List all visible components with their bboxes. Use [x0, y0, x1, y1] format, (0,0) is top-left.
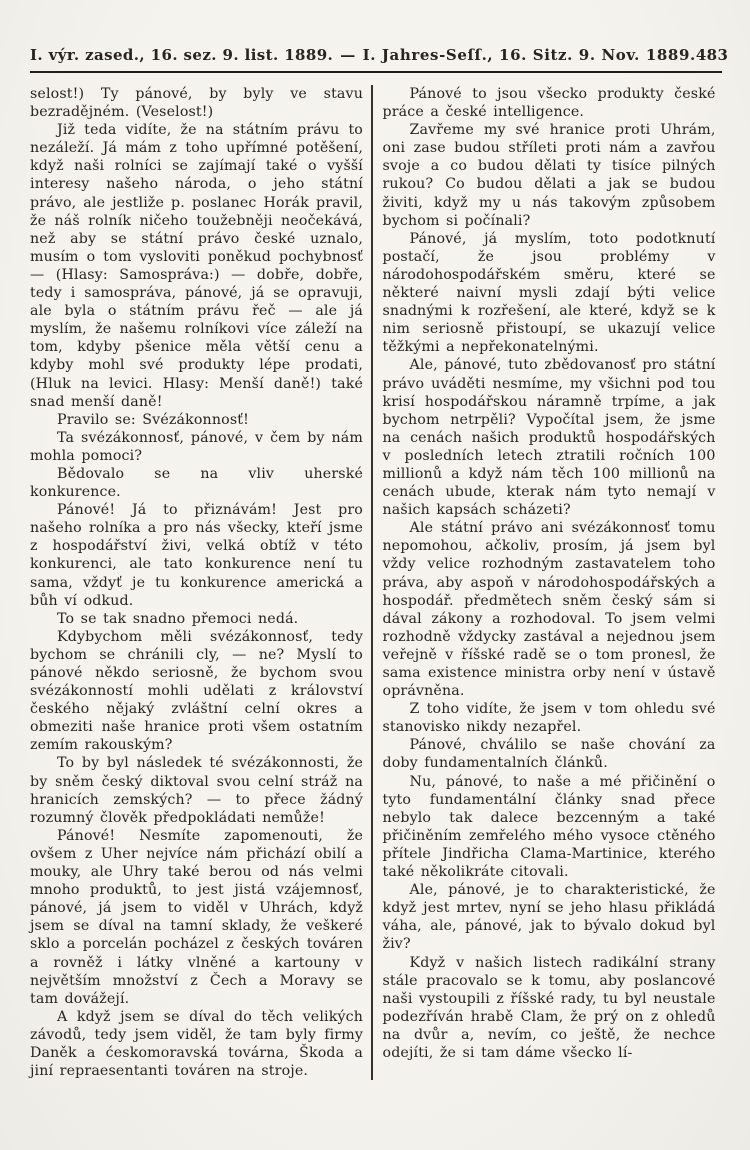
paragraph: selost!) Ty pánové, by byly ve stavu bezradějném. (Veselost!) [30, 86, 363, 121]
paragraph: Již teda vidíte, že na státním právu to nezáleží. Já mám z toho upřímné potěšení, když naši rolníci se zajímají také o vyšší interesy našeho národa, o jeho státní právo, ale jestliže p. poslanec Horák pravil, že náš rolník ničeho toužebněji neočekává, než aby se státní právo české uznalo, musím o tom vysloviti poněkud pochybnosť — (Hlasy: Samospráva:) — dobře, dobře, tedy i samospráva, pánové, já se opravuji, ale byla o státním právu řeč — ale já myslím, že našemu rolníkovi více záleží na tom, kdyby pšenice měla větší cenu a kdyby mohl své produkty lépe prodati, (Hluk na levici. Hlasy: Menší daně!) také snad menší daně! [30, 122, 363, 410]
paragraph: Pánové! Já to přiznávám! Jest pro našeho rolníka a pro nás všecky, kteří jsme z hospodářství živi, velká obtíž v této konkurenci, ale tato konkurence není tu sama, vždyť je tu konkurence americká a bůh ví odkud. [30, 502, 363, 609]
paragraph: A když jsem se díval do těch velikých závodů, tedy jsem viděl, že tam byly firmy Daněk a ćeskomoravská továrna, Škoda a jiní repraesentanti továren na stroje. [30, 1008, 363, 1080]
text-columns [30, 85, 722, 1080]
paragraph: Pravilo se: Svézákonnosť! [57, 411, 249, 428]
paragraph: Ale, pánové, tuto zbědovanosť pro státní právo uváděti nesmíme, my všichni pod tou krisí hospodářskou náramně trpíme, a jak bychom netrpěli? Vypočítal jsem, že jsme na cenách našich produktů hospodářských v posledních letech ztratili ročních 100 millionů a když nám těch 100 millionů na cenách ubude, kterak nám tyto nemají v našich kapsách scházeti? [382, 357, 716, 519]
left-column [30, 85, 363, 1080]
page-header [30, 46, 729, 64]
paragraph: To by byl následek té svézákonnosti, že by sněm český diktoval svou celní stráž na hranicích zemských? — to přece žádný rozumný člověk předpokládati nemůže! [30, 755, 363, 826]
page-number: 483 [695, 46, 729, 64]
paragraph: Zavřeme my své hranice proti Uhrám, oni zase budou stříleti proti nám a zavřou svoje a co budou dělati ty tisíce pilných rukou? Co budou dělati a jak se budou živiti, když my u nás takovým způsobem bychom si počínali? [382, 122, 716, 229]
column-divider [371, 85, 373, 1080]
paragraph: Pánové, chválilo se naše chování za doby fundamentalních článků. [382, 737, 716, 772]
paragraph: Když v našich listech radikální strany stále pracovalo se k tomu, aby poslancové naši vystoupili z říšské rady, tu byl neustale podezříván hrabě Clam, že prý on z ohledů na dvůr a, nevím, co ještě, že nechce odejíti, že si tam dáme všecko lí- [382, 954, 716, 1061]
paragraph: Pánové, já myslím, toto podotknutí postačí, že jsou problémy v národohospodářském směru, které se některé naivní mysli zdají býti velice snadnými k rozřešení, ale které, když se k nim seriosně přistoupí, se ukazují velice těžkými a nepřekonatelnými. [382, 230, 716, 356]
header-rule [30, 71, 722, 73]
header-separator: — [340, 46, 356, 64]
paragraph: To se tak snadno přemoci nedá. [57, 610, 299, 627]
paragraph: Ale, pánové, je to charakteristické, že když jest mrtev, nyní se jeho hlasu přikládá váha, ale, pánové, jak to bývalo dokud byl živ? [382, 882, 716, 953]
paragraph: Ale státní právo ani svézákonnosť tomu nepomohou, ačkoliv, prosím, já jsem byl vždy velice rozhodným zastavatelem toho práva, aby aspoň v národohospodářských a hospodář. předmětech sněm český sám si dával zákony a rozhodoval. To jsem velmi rozhodně vždycky zastával a nejednou jsem veřejně v říšské radě se o tom pronesl, že sama existence ministra orby není v ústavě oprávněna. [382, 520, 716, 700]
paragraph: Bědovalo se na vliv uherské konkurence. [30, 465, 363, 501]
right-column [383, 85, 716, 1080]
paragraph: Pánové! Nesmíte zapomenouti, že ovšem z Uher nejvíce nám přichází obilí a mouky, ale Uhry také berou od nás velmi mnoho produktů, to jest jistá vzájemnosť, pánové, já jsem to viděl v Uhrách, když jsem se díval na tamní sklady, že veškeré sklo a porcelán pocházel z českých továren a rovněž i látky vlněné a kartouny v největším množství z Čech a Moravy se tam dovážejí. [30, 827, 363, 1007]
paragraph: Pánové to jsou všecko produkty české práce a české intelligence. [382, 86, 716, 121]
paragraph: Ta svézákonnosť, pánové, v čem by nám mohla pomoci? [30, 429, 363, 464]
header-citation-german: I. Jahres-Seſſ., 16. Sitz. 9. Nov. 1889. [362, 46, 696, 64]
header-citation-czech: I. výr. zased., 16. sez. 9. list. 1889. [30, 46, 334, 64]
paragraph: Z toho vidíte, že jsem v tom ohledu své stanovisko nikdy nezapřel. [382, 701, 716, 736]
paragraph: Nu, pánové, to naše a mé přičinění o tyto fundamentální články snad přece nebylo tak dalece bezcenným a také přičiněním zemřelého mého vysoce ctěného přítele Jindřicha Clama-Martinice, kterého také několikráte citovali. [382, 773, 716, 881]
paragraph: Kdybychom měli svézákonnosť, tedy bychom se chránili cly, — ne? Myslí to pánové někdo seriosně, že bychom svou svézákonností mohli udělati z království českého nějaký zvláštní celní okres a obmeziti naše hranice proti všem ostatním zemím rakouským? [30, 628, 363, 754]
